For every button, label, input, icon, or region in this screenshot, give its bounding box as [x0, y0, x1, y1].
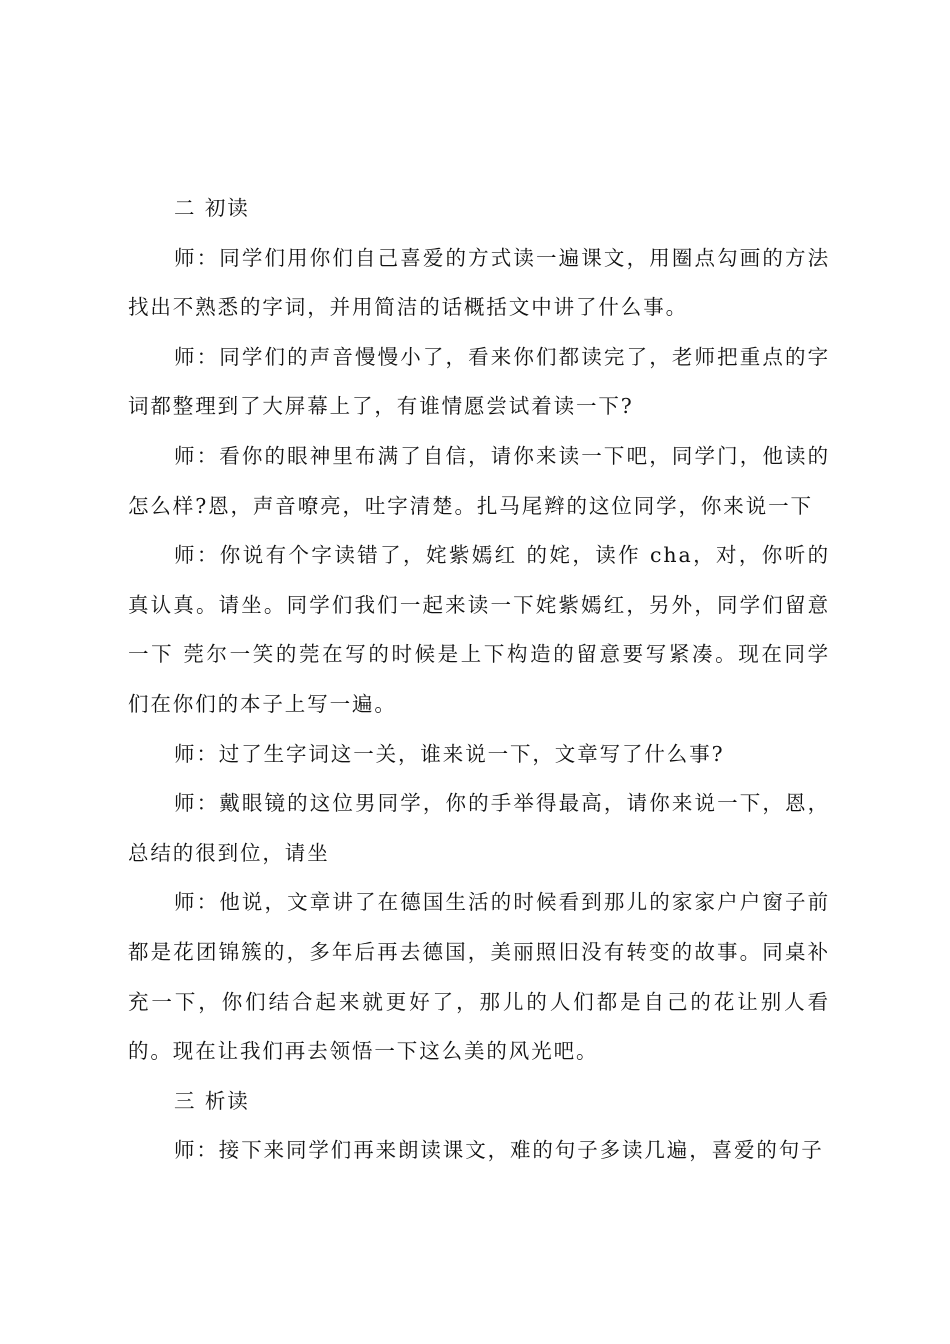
- section-heading: 二 初读: [174, 196, 250, 220]
- paragraph: 师：接下来同学们再来朗读课文，难的句子多读几遍，喜爱的句子: [174, 1138, 824, 1163]
- paragraph: 师：过了生字词这一关，谁来说一下，文章写了什么事?: [174, 741, 725, 766]
- paragraph: 师：你说有个字读错了，姹紫嫣红 的姹，读作 cha，对，你听的真认真。请坐。同学们我们一起来读一下姹紫嫣红，另外，同学们留意一下 莞尔一笑的莞在写的时候是上下构造的留意要写紧凑。现在同学们在你们的本子上写一遍。: [128, 543, 830, 716]
- paragraph: 师：同学们的声音慢慢小了，看来你们都读完了，老师把重点的字词都整理到了大屏幕上了，有谁情愿尝试着读一下?: [128, 344, 830, 419]
- document-body: [128, 184, 830, 1176]
- paragraph: 师：看你的眼神里布满了自信，请你来读一下吧，同学门，他读的怎么样?恩，声音嘹亮，吐字清楚。扎马尾辫的这位同学，你来说一下: [128, 443, 830, 518]
- paragraph: 师：他说，文章讲了在德国生活的时候看到那儿的家家户户窗子前都是花团锦簇的，多年后再去德国，美丽照旧没有转变的故事。同桌补充一下，你们结合起来就更好了，那儿的人们都是自己的花让别人看的。现在让我们再去领悟一下这么美的风光吧。: [128, 890, 830, 1064]
- section-heading: 三 析读: [174, 1088, 250, 1113]
- paragraph: 师：同学们用你们自己喜爱的方式读一遍课文，用圈点勾画的方法找出不熟悉的字词，并用简洁的话概括文中讲了什么事。: [128, 245, 830, 320]
- paragraph: 师：戴眼镜的这位男同学，你的手举得最高，请你来说一下，恩，总结的很到位，请坐: [128, 791, 830, 865]
